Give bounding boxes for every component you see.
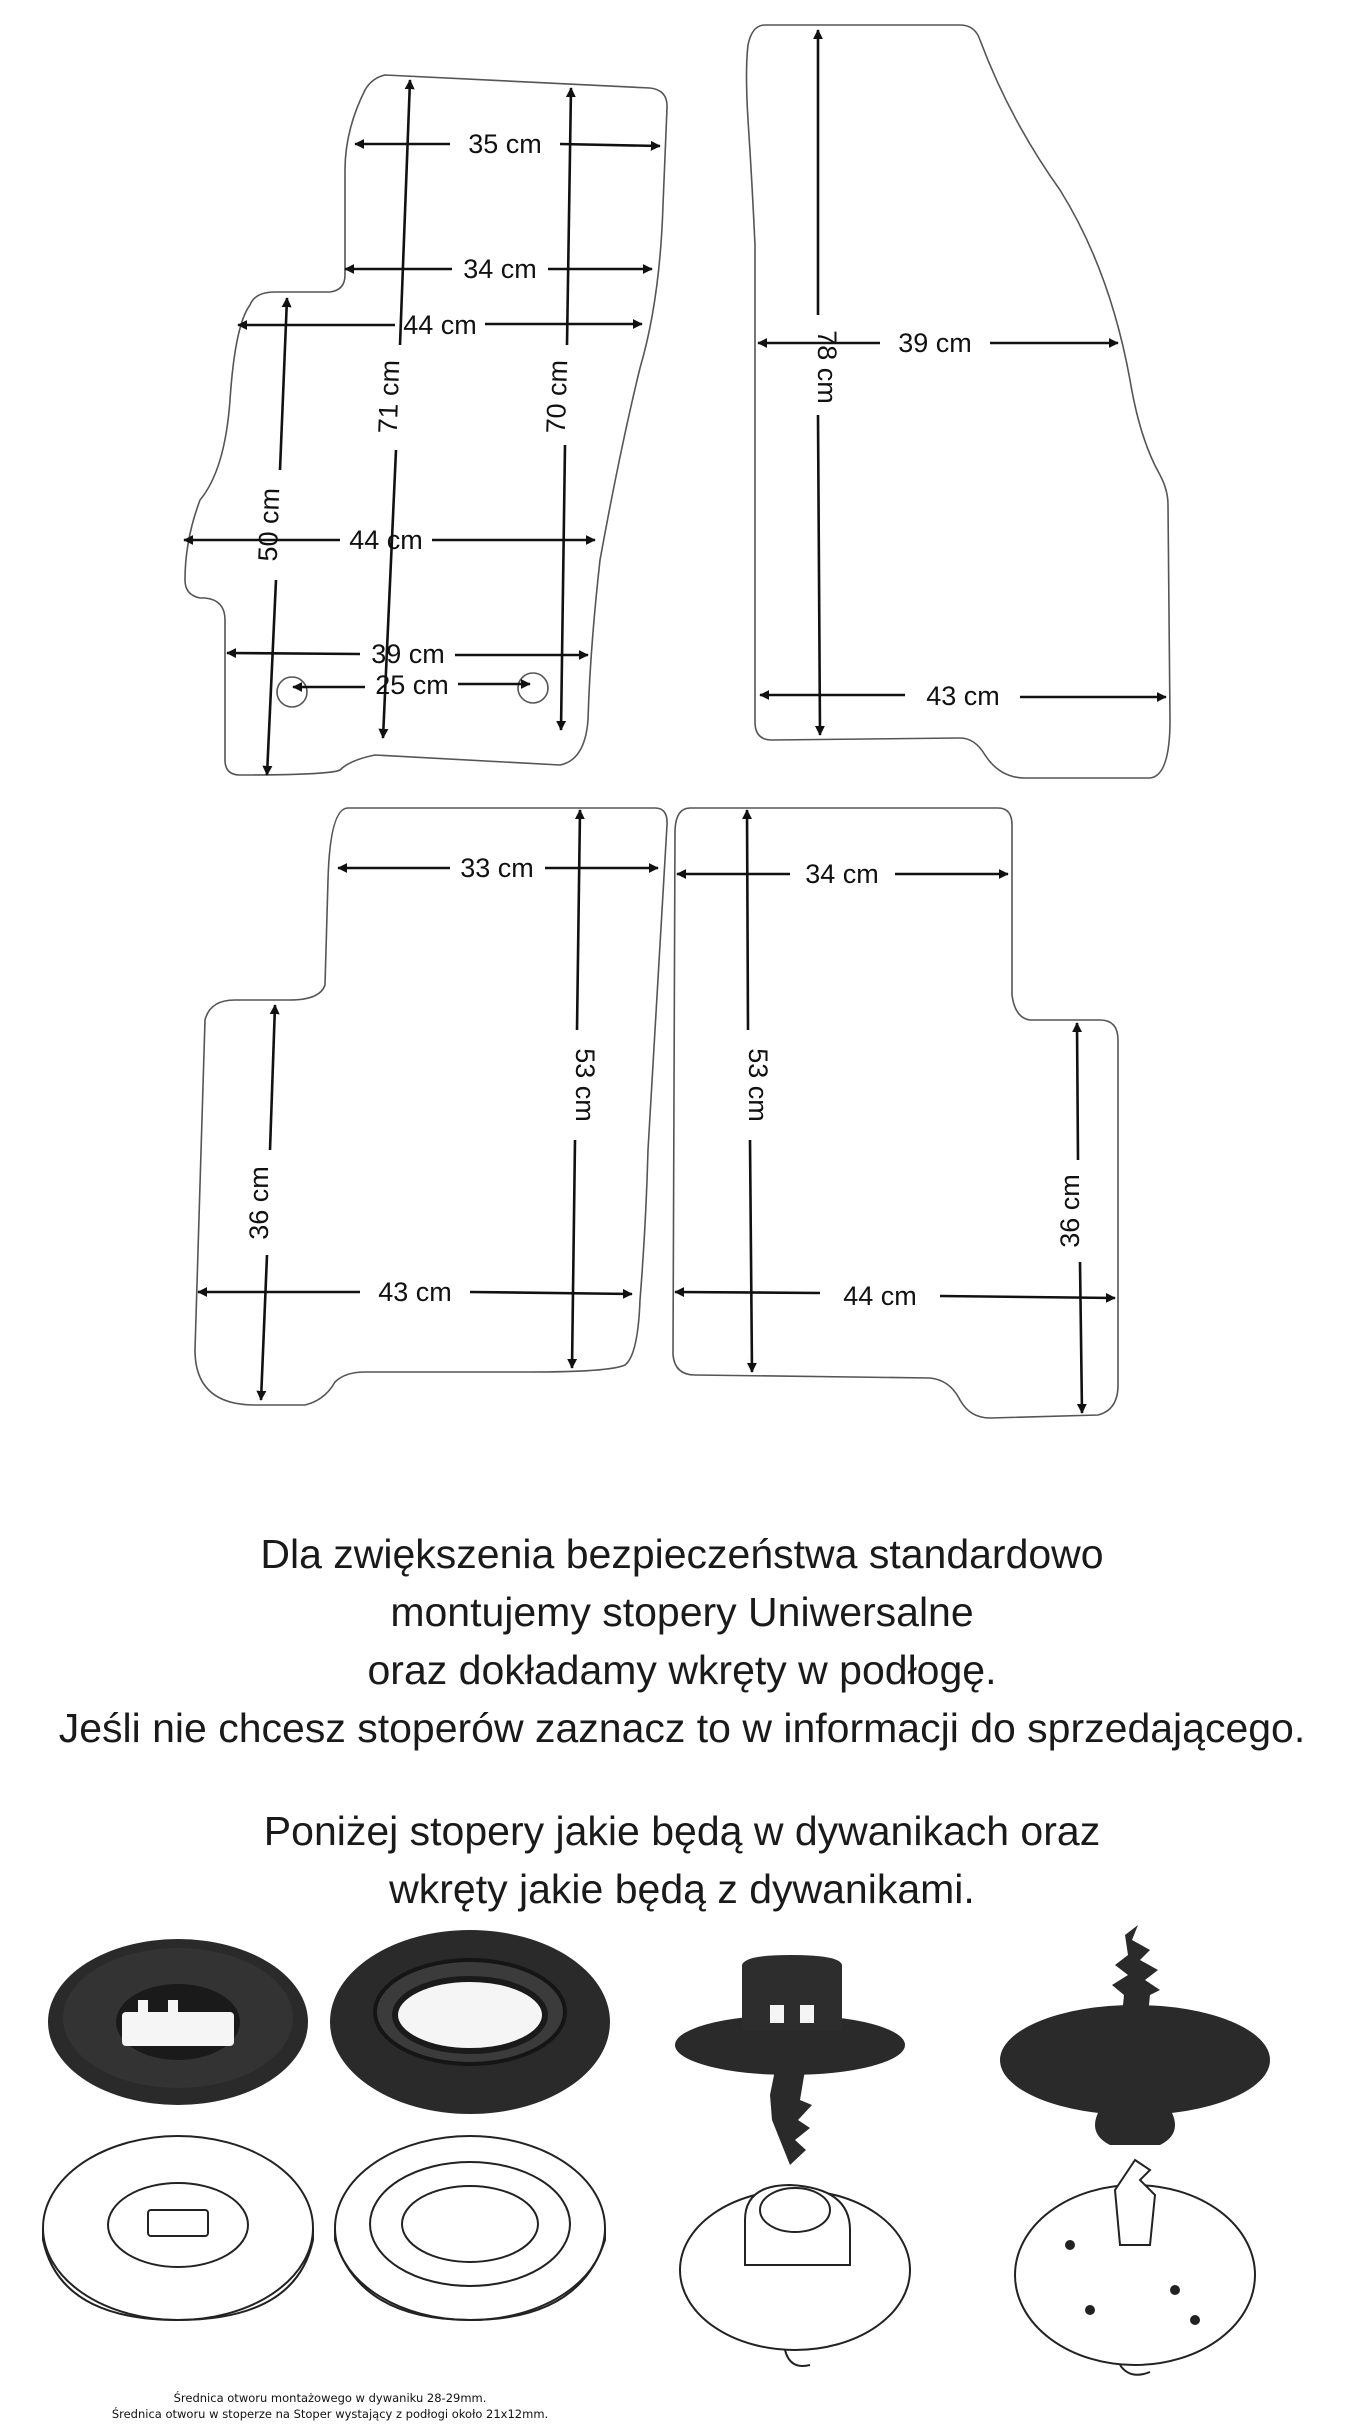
fl-dim-44top-label: 44 cm	[403, 310, 477, 340]
fl-dim-34-label: 34 cm	[463, 254, 537, 284]
info-text-block-2	[0, 1802, 1364, 1918]
rr-dim-34-label: 34 cm	[805, 859, 879, 889]
fr-dim-78-label: 78 cm	[812, 330, 842, 404]
rr-dim-36-line-b	[1080, 1262, 1082, 1413]
rear-left-mat	[195, 808, 667, 1405]
rr-dim-36-label: 36 cm	[1055, 1174, 1085, 1248]
rr-dim-36-line-a	[1077, 1023, 1078, 1160]
front-left-hole-right	[518, 673, 548, 703]
rr-dim-44-line-b	[940, 1296, 1115, 1298]
info2-line-2: wkręty jakie będą z dywanikami.	[389, 1866, 975, 1912]
rr-dim-53-label: 53 cm	[743, 1048, 773, 1122]
rl-dim-36-line-b	[261, 1255, 267, 1400]
stopper-spiral-photo	[1000, 1925, 1270, 2145]
rl-dim-36-line-a	[270, 1005, 275, 1150]
fl-dim-35-line-b	[560, 144, 660, 146]
caption-line-2: Średnica otworu w stoperze na Stoper wystający z podłogi około 21x12mm.	[111, 2407, 549, 2421]
rear-right-mat-outline	[673, 808, 1118, 1418]
rl-dim-43-line-b	[470, 1292, 632, 1294]
rear-right-mat	[673, 808, 1118, 1418]
front-left-hole-left	[277, 677, 307, 707]
fl-dim-35-label: 35 cm	[468, 129, 542, 159]
info-line-1: Dla zwiększenia bezpieczeństwa standardowo	[260, 1531, 1104, 1577]
fl-dim-71-label: 71 cm	[372, 359, 406, 434]
stopper-round-slot-photo	[48, 1939, 308, 2105]
fr-dim-78-line-b	[818, 415, 820, 735]
fl-dim-39-line-a	[227, 653, 360, 654]
rl-dim-53-line-b	[572, 1140, 575, 1368]
info-line-4: Jeśli nie chcesz stoperów zaznacz to w informacji do sprzedającego.	[58, 1705, 1306, 1751]
front-right-mat-outline	[747, 25, 1171, 778]
stopper-spiral-drawing	[1015, 2160, 1255, 2375]
stopper-caption	[60, 2390, 600, 2422]
stopper-twist-screw-photo	[675, 1955, 905, 2165]
info2-line-1: Poniżej stopery jakie będą w dywanikach oraz	[263, 1808, 1101, 1854]
fr-dim-39-label: 39 cm	[898, 328, 972, 358]
rl-dim-33-label: 33 cm	[460, 853, 534, 883]
stopper-twist-screw-drawing	[680, 2185, 910, 2366]
rr-dim-53-line-a	[747, 810, 748, 1030]
fl-dim-70-label: 70 cm	[540, 359, 574, 434]
front-left-mat	[184, 75, 667, 775]
stopper-drawings	[43, 2136, 1255, 2375]
stopper-oval-rim-drawing	[335, 2136, 605, 2320]
fl-dim-50-label: 50 cm	[252, 487, 286, 562]
rr-dim-53-line-b	[750, 1140, 752, 1372]
fl-dim-44mid-label: 44 cm	[349, 525, 423, 555]
rl-dim-53-line-a	[577, 810, 580, 1030]
info-line-2: montujemy stopery Uniwersalne	[390, 1589, 974, 1635]
info-text-block	[0, 1525, 1364, 1757]
fl-dim-70-line-b	[561, 445, 565, 730]
fl-dim-25-label: 25 cm	[375, 670, 449, 700]
fl-dim-50-line-b	[267, 580, 276, 775]
rl-dim-36-label: 36 cm	[244, 1166, 274, 1240]
fl-dim-71-line-a	[400, 80, 410, 345]
fr-dim-43-label: 43 cm	[926, 681, 1000, 711]
info-line-3: oraz dokładamy wkręty w podłogę.	[367, 1647, 997, 1693]
stopper-round-slot-drawing	[43, 2136, 313, 2320]
fl-dim-70-line-a	[567, 88, 571, 345]
stopper-photos	[48, 1925, 1270, 2165]
caption-line-1: Średnica otworu montażowego w dywaniku 28-29mm.	[173, 2391, 487, 2405]
stopper-oval-rim-photo	[330, 1930, 610, 2114]
rr-dim-44-label: 44 cm	[843, 1281, 917, 1311]
front-right-mat	[747, 25, 1171, 778]
rl-dim-43-label: 43 cm	[378, 1277, 452, 1307]
fl-dim-39-label: 39 cm	[371, 639, 445, 669]
rr-dim-44-line-a	[675, 1292, 820, 1293]
rl-dim-53-label: 53 cm	[570, 1048, 600, 1122]
